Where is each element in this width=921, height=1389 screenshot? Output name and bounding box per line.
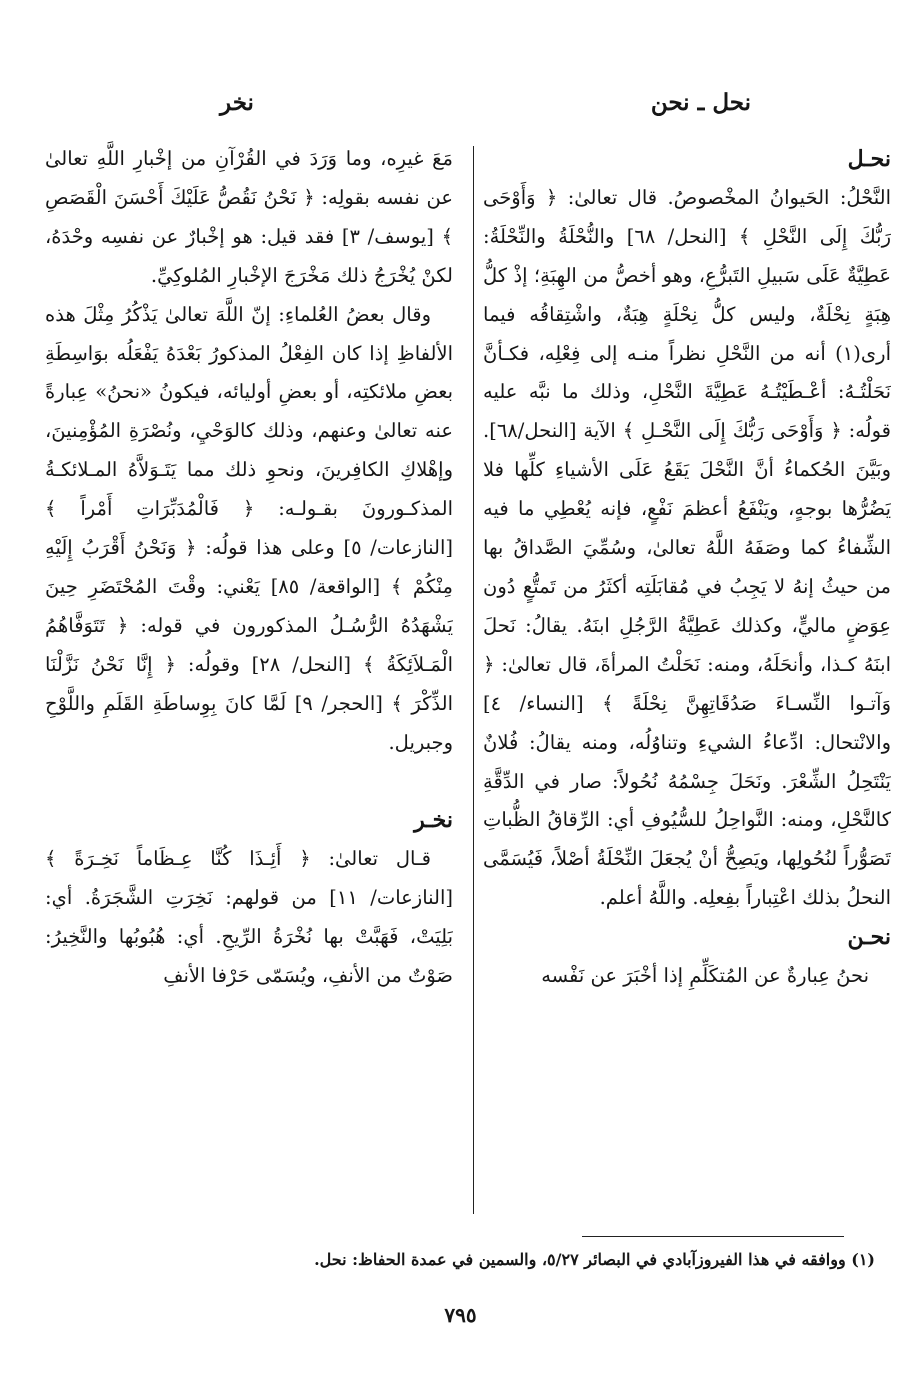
entry-spacer <box>45 763 453 802</box>
footnote-rule <box>582 1236 844 1237</box>
entry-heading-nakhara: نخـر <box>414 807 453 834</box>
running-head-left: نخر <box>220 89 254 116</box>
right-column <box>483 140 891 1220</box>
column-divider <box>473 146 474 1214</box>
running-head-right: نحل ـ نحن <box>650 89 751 116</box>
entry-body-nahnu: نحنُ عِبارةٌ عن المُتكَلِّمِ إذا أخْبَرَ عن نَفْسه <box>541 964 869 988</box>
entry-body-nakhara: قـال تعالىٰ: ﴿ أَئِـذَا كُنَّا عِـظَاماً نَخِـرَةً ﴾ [النازعات/ ١١] من قولهم: نَخِرَتِ الشَّجَرَةُ. أي: بَلِيَتْ، فَهَبَّتْ بها نُخْرَةُ الرِّيحِ. أي: هُبُوبُها والنَّخِيرُ: صَوْتٌ من الأنفِ، ويُسَمّى حَرْفا الأنفِ <box>45 847 453 988</box>
left-column <box>45 140 453 1220</box>
page-number: ٧٩٥ <box>444 1303 477 1327</box>
nahnu-continuation-2: وقال بعضُ العُلماءِ: إنّ اللَّهَ تعالىٰ يَذْكُرُ مِثْلَ هذه الألفاظِ إذا كان الفِعْلُ المذكورُ بَعْدَهُ يَفْعَلُه بوَاسِطَةِ بعضِ ملائكتِه، أو بعضِ أوليائه، فيكونُ «نحنُ» عِبارةً عنه تعالىٰ وعنهم، وذلك كالوَحْيِ، ونُصْرَةِ المُؤْمِنينَ، وإهْلاكِ الكافِرينَ، ونحوِ ذلك مما يَتَـوَلاَّهُ المـلائكـةُ المذكـورونَ بقـولـه: ﴿ فَالْمُدَبِّرَاتِ أَمْراً ﴾ [النازعات/ ٥] وعلى هذا قولُه: ﴿ وَنَحْنُ أَقْرَبُ إِلَيْهِ مِنْكُمْ ﴾ [الواقعة/ ٨٥] يَعْني: وقْتَ المُحْتَضَرِ حِينَ يَشْهَدُهُ الرُّسُـلُ المذكورون في قوله: ﴿ تَتَوَفَّاهُمُ الْمَـلاَئِكَةُ ﴾ [النحل/ ٢٨] وقولُه: ﴿ إِنَّا نَحْنُ نَزَّلْنَا الذِّكْرَ ﴾ [الحجر/ ٩] لَمَّا كانَ بِوِساطَةِ القَلَمِ واللَّوْحِ وجبريل. <box>45 302 453 754</box>
entry-body-nahl: النَّحْلُ: الحَيوانُ المخْصوصُ. قال تعالىٰ: ﴿ وَأَوْحَى رَبُّكَ إِلَى النَّحْلِ ﴾ [النحل/ ٦٨] والنُّحْلَةُ والنِّحْلَةُ: عَطِيَّةٌ عَلَى سَبيلِ التَبرُّعِ، وهو أخصُّ من الهِبَةِ؛ إذْ كلُّ هِبَةٍ نِحْلَةٌ، وليس كلُّ نِحْلَةٍ هِبَةٌ، واشْتِقاقُه فيما أرى(١) أنه من النَّحْلِ نظراً منـه إلى فِعْلِه، فكـأنَّ نَحَلْتُـهُ: أعْـطَيْتُـهُ عَطِيَّةَ النَّحْلِ، وذلك ما نبَّه عليه قولُه: ﴿ وَأَوْحَى رَبُّكَ إِلَى النَّحْـلِ ﴾ الآية [النحل/٦٨]. وبَيَّنَ الحُكماءُ أنَّ النَّحْلَ يَقَعُ عَلَى الأشياءِ كلِّها فلا يَضُرُّها بوجهٍ، ويَنْفَعُ أعظمَ نَفْعٍ، فإنه يُعْطِي ما فيه الشِّفاءُ كما وصَفَهُ اللَّهُ تعالىٰ، وسُمِّيَ الصَّداقُ بها من حيثُ إنهُ لا يَجِبُ في مُقابَلَتِه أكثَرُ من تَمتُّعٍ دُون عِوَضٍ ماليٍّ، وكذلك عَطِيَّةُ الرَّجُلِ ابنَهُ. يقالُ: نَحلَ ابنَهُ كـذا، وأنحَلَهُ، ومنه: نَحَلْتُ المرأةَ، قال تعالىٰ: ﴿ وَآتـوا النِّسـاءَ صَدُقَاتِهِنَّ نِحْلَةً ﴾ [النساء/ ٤] والانْتحال: ادِّعاءُ الشيءِ وتناوُلُه، ومنه يقالُ: فُلانٌ يَنْتَحِلُ الشِّعْرَ. ونَحَلَ جِسْمُهُ نُحُولاً: صار في الدِّقَّةِ كالنَّحْلِ، ومنه: النَّواحِلُ للسُّيُوفِ أي: الرِّقاقُ الظُّباتِ تَصَوُّراً لنُحُولِها، ويَصِحُّ أنْ يُجعَلَ النِّحْلَةُ أصْلاً، فَيُسَمَّى النحلُ بذلك اعْتِباراً بفِعلِه. واللَّهُ أعلم. <box>483 185 891 910</box>
nahnu-continuation-1: مَعَ غيرِه، وما وَرَدَ في القُرْآنِ من إخْبارِ اللَّهِ تعالىٰ عن نفسه بقولِه: ﴿ نَحْنُ نَقُصُّ عَلَيْكَ أَحْسَنَ الْقَصَصِ ﴾ [يوسف/ ٣] فقد قيل: هو إخْبارٌ عن نفسِه وحْدَهُ، لكنْ يُخْرَجُ ذلك مَخْرَجَ الإخْبارِ المُلوكِيِّ. <box>45 147 453 287</box>
footnote: (١) ووافقه في هذا الفيروزآبادي في البصائر ٥/٢٧، والسمين في عمدة الحفاظ: نحل. <box>314 1250 875 1269</box>
entry-heading-nahl: نحـل <box>847 146 891 172</box>
entry-heading-nahnu: نحـن <box>847 924 891 951</box>
